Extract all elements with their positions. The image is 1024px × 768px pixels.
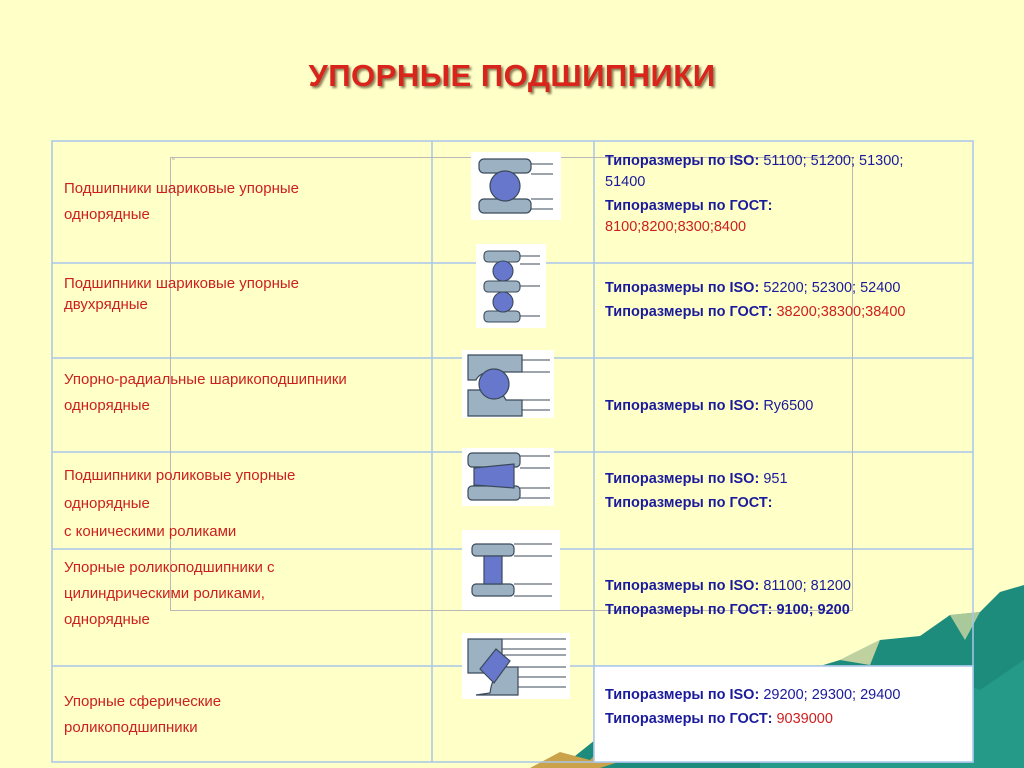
iso-label: Типоразмеры по ISO:	[605, 398, 760, 414]
row-5-description	[64, 555, 404, 633]
row-2-specs	[605, 276, 965, 324]
gost-value: 9039000	[776, 711, 833, 727]
row-2-description	[64, 273, 404, 315]
iso-value: 51100; 51200; 51300;	[763, 153, 904, 169]
row-1-line: Подшипники шариковые упорные	[64, 180, 299, 197]
tapered-roller-thrust-bearing-icon	[462, 448, 554, 506]
gost-label: Типоразмеры по ГОСТ:	[605, 602, 773, 618]
row-2-line: Подшипники шариковые упорные	[64, 275, 299, 292]
row-1-line: однорядные	[64, 206, 150, 223]
gost-label: Типоразмеры по ГОСТ:	[605, 495, 773, 511]
single-row-thrust-ball-bearing-icon	[471, 152, 561, 220]
spherical-roller-thrust-bearing-icon	[462, 633, 570, 699]
row-5-line: Упорные роликоподшипники с	[64, 559, 275, 576]
double-row-thrust-ball-bearing-icon	[476, 244, 546, 328]
row-4-description	[64, 462, 404, 546]
row-4-specs	[605, 467, 965, 515]
slide-title: УПОРНЫЕ ПОДШИПНИКИ	[308, 58, 716, 93]
iso-value: Ry6500	[763, 398, 814, 414]
iso-label: Типоразмеры по ISO:	[605, 578, 760, 594]
row-5-specs	[605, 574, 965, 622]
gost-label: Типоразмеры по ГОСТ:	[605, 304, 773, 320]
cylindrical-roller-thrust-bearing-icon	[462, 530, 560, 610]
row-3-line: Упорно-радиальные шарикоподшипники	[64, 371, 347, 388]
placeholder-frame: ▫	[170, 157, 853, 611]
iso-value: 29200; 29300; 29400	[763, 687, 901, 703]
gost-value: 9100; 9200	[776, 602, 850, 618]
row-6-description	[64, 689, 404, 741]
row-5-line: однорядные	[64, 611, 150, 628]
iso-label: Типоразмеры по ISO:	[605, 687, 760, 703]
iso-value: 951	[763, 471, 788, 487]
row-3-line: однорядные	[64, 397, 150, 414]
iso-label: Типоразмеры по ISO:	[605, 153, 760, 169]
iso-value: 51400	[605, 174, 646, 190]
iso-value: 81100; 81200	[763, 578, 851, 594]
gost-label: Типоразмеры по ГОСТ:	[605, 711, 773, 727]
iso-label: Типоразмеры по ISO:	[605, 471, 760, 487]
row-4-line: Подшипники роликовые упорные	[64, 467, 296, 484]
row-5-line: цилиндрическими роликами,	[64, 585, 265, 602]
row-4-line: однорядные	[64, 495, 150, 512]
row-4-line: с коническими роликами	[64, 523, 237, 540]
row-6-line: роликоподшипники	[64, 719, 198, 736]
row-3-specs	[605, 396, 965, 417]
gost-label: Типоразмеры по ГОСТ:	[605, 198, 773, 214]
row-6-specs	[605, 683, 965, 731]
row-1-description	[64, 176, 404, 228]
row-1-specs	[605, 151, 965, 238]
gost-value: 38200;38300;38400	[776, 304, 906, 320]
gost-value: 8100;8200;8300;8400	[605, 219, 747, 235]
row-3-description	[64, 367, 404, 419]
iso-value: 52200; 52300; 52400	[763, 280, 901, 296]
row-6-line: Упорные сферические	[64, 693, 222, 710]
iso-label: Типоразмеры по ISO:	[605, 280, 760, 296]
row-2-line: двухрядные	[64, 296, 148, 313]
angular-thrust-ball-bearing-icon	[462, 350, 554, 418]
